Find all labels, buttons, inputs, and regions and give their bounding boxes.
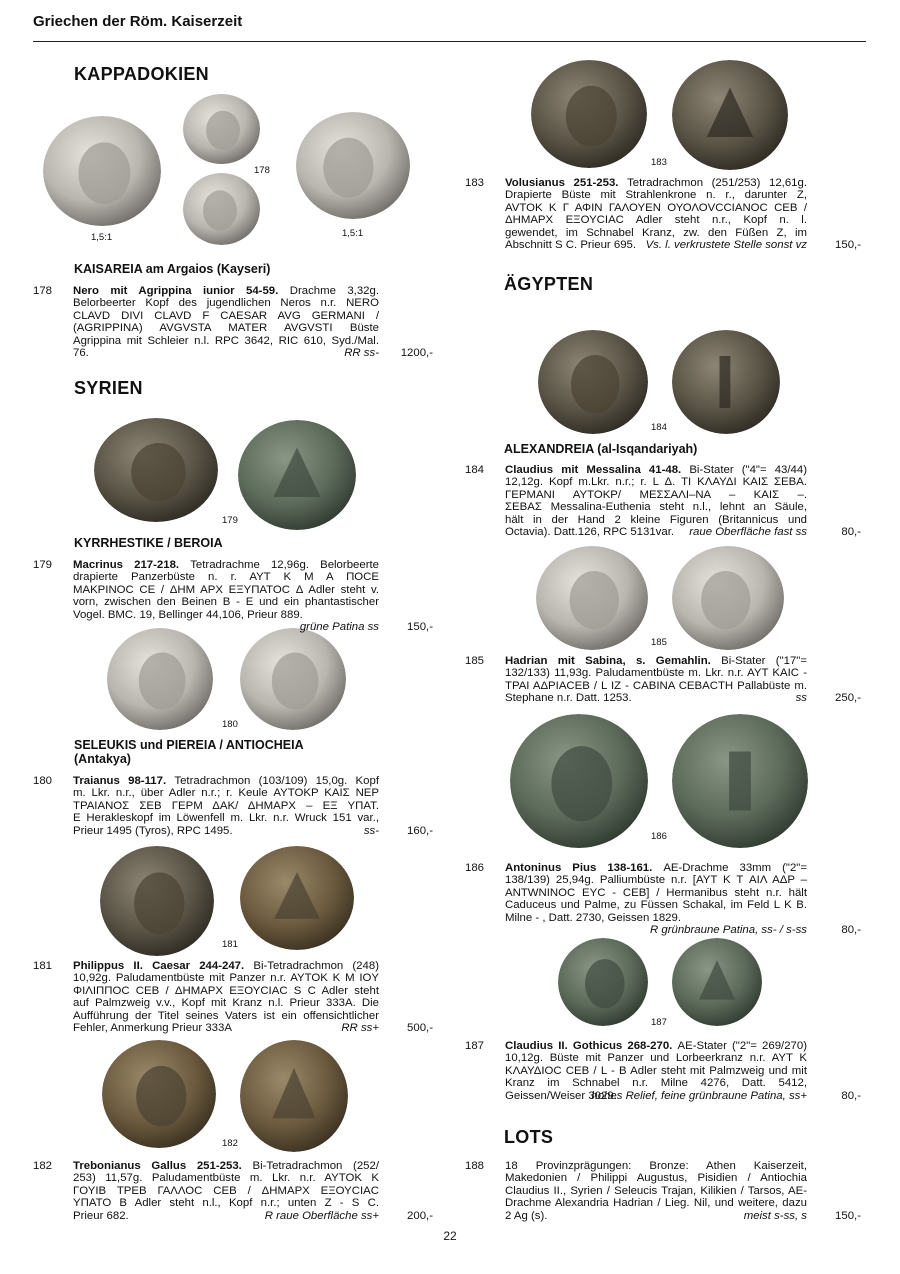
lot-text: auf Palmzweig v.v., Kopf mit Kranz n.l. Prieur 333A. Die — [73, 997, 379, 1010]
lot-description-line — [73, 559, 379, 571]
lot-number: 187 — [465, 1040, 485, 1052]
lot-description-line — [505, 177, 807, 189]
image-label-186: 186 — [651, 831, 667, 842]
lot-grade: R grünbraune Patina, ss- / s-ss — [649, 924, 807, 936]
lot-grade: Vs. l. verkrustete Stelle sonst vz — [645, 239, 807, 251]
lot-description-line — [505, 1065, 807, 1077]
coin-image-184-obverse — [538, 330, 648, 434]
lot-entry-184 — [465, 464, 861, 550]
lot-price: 200,- — [407, 1209, 433, 1222]
lot-title: Philippus II. Caesar 244-247. — [73, 960, 254, 972]
lot-text: Drapierte Büste mit Strahlenkrone n. r., darunter Z, — [505, 189, 807, 202]
section-title-syrien: SYRIEN — [74, 378, 143, 398]
image-label-179: 179 — [222, 515, 238, 526]
lot-text: ΤΡΑΙΑΝΟΣ ΣΕΒ ΓΕΡΜ ΔΑΚ/ ΔΗΜΑΡΧ – ΕΞ ΥΠΑΤ. — [73, 799, 379, 812]
lot-grade: R raue Oberfläche ss+ — [264, 1209, 379, 1222]
lot-text: 132/133) 11,93g. Paludamentbüste m. Lkr. n.r. AYT KAIC - — [505, 667, 807, 680]
lot-description-line — [505, 1185, 807, 1197]
lot-text: 10,12g. Büste mit Panzer und Lorbeerkranz n.r. AYT K — [505, 1052, 807, 1065]
coin-image-180-reverse — [240, 628, 346, 730]
lot-text: ΜΑΚΡΙΝΟC CE / ΔΗΜ ΑΡΧ ΕΞΥΠΑΤΟC Δ Adler steht v. — [73, 583, 379, 596]
lot-description-line — [505, 1052, 807, 1064]
lot-text: AE-Drachme 33mm ("2"= — [663, 862, 808, 874]
subhead-seleukis: SELEUKIS und PIEREIA / ANTIOCHEIA — [74, 738, 304, 752]
lot-text: (AGRIPPINA) AVGVSTA MATER AVGVSTI Büste — [73, 322, 379, 335]
lot-title: Hadrian mit Sabina, s. Gemahlin. — [505, 655, 722, 667]
lot-description-line — [73, 297, 379, 309]
lot-grade: raue Oberfläche fast ss — [689, 526, 807, 538]
lot-grade: RR ss+ — [341, 1022, 379, 1034]
lot-number: 183 — [465, 177, 485, 189]
lot-text: AE-Stater ("2"= 269/270) — [677, 1040, 807, 1052]
lot-description-line — [73, 584, 379, 596]
lot-description — [73, 559, 379, 621]
coin-image-187-reverse — [672, 938, 762, 1026]
lot-price: 160,- — [407, 824, 433, 837]
lot-text: Kranz im Schnabel n.r. Milne 4276, Datt. 5412, — [505, 1077, 807, 1090]
section-title-lots: LOTS — [504, 1127, 554, 1147]
subhead-alexandreia: ALEXANDREIA (al-Isqandariyah) — [504, 442, 698, 456]
lot-description-line — [505, 667, 807, 679]
coin-image-182-reverse — [240, 1040, 348, 1152]
lot-title: Antoninus Pius 138-161. — [505, 862, 664, 874]
lot-price: 80,- — [841, 924, 861, 936]
lot-price: 80,- — [841, 1089, 861, 1102]
lot-description-line — [73, 609, 379, 621]
image-label-187: 187 — [651, 1017, 667, 1028]
lot-description-line — [505, 189, 807, 201]
image-label-182: 182 — [222, 1138, 238, 1149]
lot-text: Agrippina mit Schleier n.l. RPC 3642, RIC 610, Syd./Mal. — [73, 334, 379, 347]
coin-image-181-reverse — [240, 846, 354, 950]
lot-text: 12,12g. Kopf m.Lkr. n.r.; r. L Δ. ΤΙ ΚΛΑΥΔΙ ΚΑΙΣ ΣΕΒΑ. — [505, 476, 807, 489]
lot-text: ΦΙΛΙΠΠΟC CEB / ΔΗΜΑΡΧ ΕΞΟΥCIAC S C Adler steht — [73, 984, 379, 997]
lot-description — [505, 862, 807, 924]
lot-number: 181 — [33, 960, 53, 972]
lot-text: ANTWNINOC EYC - CEB] / Hermanibus steht n.r. hält — [505, 886, 807, 899]
lot-price: 150,- — [835, 239, 861, 251]
lot-text: Caduceus und Palme, zu Füssen Schakal, im Feld L K B. — [505, 899, 807, 912]
lot-text: drapierte Panzerbüste n. r. AYT K M A ΠΟCΕ — [73, 571, 379, 584]
lot-number: 184 — [465, 464, 485, 476]
lot-text: hält in der Hand 2 kleine Figuren (Britannicus und — [505, 513, 807, 526]
lot-text: Vogel. BMC. 19, Bellinger 44,106, Prieur 889. — [73, 608, 303, 621]
lot-text: Makedonien / Philippi Augustus, Pisidien / Antiochia — [505, 1172, 807, 1185]
lot-description-line — [505, 489, 807, 501]
subhead-antakya: (Antakya) — [74, 752, 131, 766]
lot-text: Fehler, Anmerkung Prieur 333A — [73, 1022, 232, 1035]
lot-text: CLAVD DIVI CLAVD F CAESAR AVG GERMANI / — [73, 309, 379, 322]
coin-image-178-nero — [43, 116, 161, 226]
lot-price: 500,- — [407, 1022, 433, 1034]
image-label-178: 178 — [254, 165, 270, 176]
subhead-kaisareia: KAISAREIA am Argaios (Kayseri) — [74, 262, 271, 276]
image-label-181: 181 — [222, 939, 238, 950]
lot-text: ΥΠΑΤΟ B Adler steht n.l., Kopf n.r.; unten Z - S C. — [73, 1197, 379, 1210]
lot-description-line — [73, 1197, 379, 1209]
lot-text: ΓΟΥΙΒ ΤΡΕΒ ΓΑΛΛΟC CEB / ΔΗΜΑΡΧ ΕΞΟΥCIAC — [73, 1184, 379, 1197]
lot-entry-182 — [33, 1160, 433, 1222]
lot-price: 1200,- — [400, 347, 433, 359]
lot-description-line — [505, 476, 807, 488]
lot-number: 182 — [33, 1160, 53, 1172]
lot-number: 185 — [465, 655, 485, 667]
lot-description-line — [505, 899, 807, 911]
lot-text: Tetradrachmon (103/109) 15,0g. Kopf — [174, 775, 379, 787]
lot-text: 2 Ag (s). — [505, 1209, 548, 1222]
lot-description-line — [73, 800, 379, 812]
lot-text: Aufführung der Titel seines Vaters ist ein offensichtlicher — [73, 1009, 379, 1022]
lot-text: Octavia). Datt.126, RPC 5131var. — [505, 526, 675, 539]
lot-text: Belorbeerter Kopf des jugendlichen Neros n.r. NERO — [73, 297, 379, 310]
lot-text: Prieur 1495 (Tyros), RPC 1495. — [73, 824, 233, 837]
lot-description-line — [505, 862, 807, 874]
section-title-aegypten: ÄGYPTEN — [504, 274, 594, 294]
lot-description-line — [73, 1160, 379, 1172]
coin-image-187-obverse — [558, 938, 648, 1026]
lot-title: Trebonianus Gallus 251-253. — [73, 1160, 253, 1172]
lot-text: Abschnitt S C. Prieur 695. — [505, 239, 637, 252]
lot-text: gewendet, im Schnabel Kranz, zw. den Füßen Z, im — [505, 226, 807, 239]
lot-text: 10,92g. Paludamentbüste mit Panzer n.r. AYTOK K M IOY — [73, 972, 379, 985]
lot-entry-180 — [33, 775, 433, 837]
lot-title: Claudius mit Messalina 41-48. — [505, 464, 690, 476]
lot-description-line — [505, 514, 807, 526]
image-label-184: 184 — [651, 422, 667, 433]
lot-description-line — [505, 464, 807, 476]
coin-image-186-reverse — [672, 714, 808, 848]
coin-image-184-reverse — [672, 330, 780, 434]
lot-description-line — [505, 1040, 807, 1052]
lot-number: 186 — [465, 862, 485, 874]
lot-description-line — [73, 1185, 379, 1197]
coin-image-178-small-obverse — [183, 94, 260, 164]
coin-image-185-reverse — [672, 546, 784, 650]
lot-description-line — [73, 310, 379, 322]
lot-text: Bi-Tetradrachmon (252/ — [252, 1160, 379, 1172]
subhead-kyrrhestike: KYRRHESTIKE / BEROIA — [74, 536, 223, 550]
lot-title: Nero mit Agrippina iunior 54-59. — [73, 285, 290, 297]
lot-description-line — [73, 285, 379, 297]
lot-number: 179 — [33, 559, 53, 571]
coin-image-183-reverse — [672, 60, 788, 170]
lot-grade: grüne Patina ss — [299, 621, 379, 633]
lot-text: Claudius II., Syrien / Seleucis Trajan, Kilikien / Tarsos, AE- — [505, 1184, 807, 1197]
lot-grade: meist s-ss, s — [743, 1209, 807, 1222]
lot-text: AVTOK K Γ ΑΦΙΝ ΓΑΛΟΥΕΝ ΟΥΟΛΟVCCIANOC CEB / — [505, 201, 807, 214]
lot-entry-183 — [465, 177, 861, 263]
lot-entry-186 — [465, 862, 861, 936]
lot-title: Macrinus 217-218. — [73, 559, 191, 571]
lot-title: Volusianus 251-253. — [505, 177, 628, 189]
lot-number: 188 — [465, 1160, 485, 1172]
lot-price: 150,- — [835, 1209, 861, 1222]
lot-price: 80,- — [841, 526, 861, 538]
lot-description-line — [73, 596, 379, 608]
lot-text: Geissen/Weiser 3029. — [505, 1089, 617, 1102]
lot-text: Ε Herakleskopf im Löwenfell m. Lkr. n.r. Wruck 151 var., — [73, 812, 379, 825]
lot-text: 18 Provinzprägungen: Bronze: Athen Kaiserzeit, — [505, 1160, 807, 1172]
lot-description-line — [73, 960, 379, 972]
lot-text: 76. — [73, 347, 89, 360]
lot-description-line — [73, 571, 379, 583]
coin-image-178-agrippina — [296, 112, 410, 219]
coin-image-185-obverse — [536, 546, 648, 650]
lot-description-line — [505, 501, 807, 513]
lot-description-line — [505, 202, 807, 214]
lot-text: ΓΕΡΜΑΝΙ ΑΥΤΟΚΡ/ ΜΕΣΣΑΛΙ–ΝΑ – ΚΑΙΣ –. — [505, 488, 807, 501]
lot-description-line — [505, 1172, 807, 1184]
lot-text: m. Lkr. n.r., über Adler n.r.; r. Keule ΑΥΤΟΚΡ ΚΑΙΣ ΝΕΡ — [73, 787, 379, 800]
lot-text: ΚΛΑΥΔΙΟC CEB / L - B Adler steht mit Palmzweig und mit — [505, 1064, 807, 1077]
coin-image-182-obverse — [102, 1040, 216, 1148]
coin-image-179-reverse — [238, 420, 356, 530]
lot-description-line — [73, 335, 379, 347]
lot-description-line — [73, 997, 379, 1009]
lot-grade: hohes Relief, feine grünbraune Patina, ss+ — [591, 1089, 807, 1102]
lot-description-line — [505, 214, 807, 226]
lot-description-line — [505, 912, 807, 924]
lot-grade: RR ss- — [344, 347, 379, 359]
lot-description-line — [73, 972, 379, 984]
page-header: Griechen der Röm. Kaiserzeit — [33, 13, 243, 30]
lot-text: 138/139) 25,94g. Palliumbüste n.r. [AYT K T ΑΙΛ ΑΔΡ – — [505, 874, 807, 887]
lot-number: 180 — [33, 775, 53, 787]
coin-image-178-small-reverse — [183, 173, 260, 245]
lot-description-line — [73, 775, 379, 787]
lot-description-line — [73, 787, 379, 799]
lot-text: Bi-Stater ("17"= — [721, 655, 807, 667]
coin-image-180-obverse — [107, 628, 213, 730]
lot-grade: ss — [795, 692, 807, 705]
lot-text: ΤΡΑΙ ΑΔΡΙΑCEB / L IZ - CABINA CEBACTH Pallabüste m. — [505, 679, 807, 692]
lot-text: Drachme 3,32g. — [289, 285, 379, 297]
lot-text: Tetradrachme 12,96g. Belorbeerte — [190, 559, 379, 571]
lot-title: Claudius II. Gothicus 268-270. — [505, 1040, 678, 1052]
lot-text: ΔΗΜΑΡΧ ΕΞΟΥCIAC Adler steht n.r., Kopf n. l. — [505, 214, 807, 227]
lot-grade: ss- — [363, 824, 379, 837]
lot-description-line — [505, 1077, 807, 1089]
lot-entry-188 — [465, 1160, 861, 1222]
lot-description-line — [505, 680, 807, 692]
scale-label: 1,5:1 — [342, 228, 364, 239]
lot-text: 253) 11,57g. Paludamentbüste m. Lkr. n.r. AYTOK K — [73, 1172, 379, 1185]
image-label-185: 185 — [651, 637, 667, 648]
lot-text: Milne - , Datt. 2730, Geissen 1829. — [505, 911, 682, 924]
lot-text: Drachme Alexandria Hadrian / Lieg. Nil, und weitere, dazu — [505, 1197, 807, 1210]
lot-description-line — [73, 322, 379, 334]
lot-description-line — [505, 874, 807, 886]
lot-description-line — [505, 227, 807, 239]
scale-label: 1,5:1 — [91, 232, 113, 243]
lot-description-line — [505, 1160, 807, 1172]
coin-image-179-obverse — [94, 418, 218, 522]
lot-description-line — [505, 655, 807, 667]
image-label-180: 180 — [222, 719, 238, 730]
lot-description-line — [73, 812, 379, 824]
lot-entry-179 — [33, 559, 433, 633]
lot-entry-187 — [465, 1040, 861, 1114]
header-rule — [33, 41, 866, 42]
lot-text: Tetradrachmon (251/253) 12,61g. — [627, 177, 807, 189]
lot-text: Stephane n.r. Datt. 1253. — [505, 692, 632, 705]
lot-description-line — [505, 887, 807, 899]
coin-image-186-obverse — [510, 714, 648, 848]
lot-price: 150,- — [407, 621, 433, 633]
lot-entry-185 — [465, 655, 861, 705]
lot-text: Prieur 682. — [73, 1209, 129, 1222]
lot-text: ΣΕΒΑΣ Messalina-Euthenia steht n.l., lehnt an Säule, — [505, 501, 807, 514]
lot-price: 250,- — [835, 692, 861, 705]
lot-description-line — [73, 1172, 379, 1184]
lot-text: vorn, zwischen den Beinen B - E und ein phantastischer — [73, 596, 379, 609]
lot-description-line — [73, 1010, 379, 1022]
lot-description-line — [505, 1197, 807, 1209]
lot-text: Bi-Stater ("4"= 43/44) — [689, 464, 807, 476]
coin-image-183-obverse — [531, 60, 647, 168]
lot-title: Traianus 98-117. — [73, 775, 175, 787]
coin-image-181-obverse — [100, 846, 214, 956]
page-number: 22 — [443, 1229, 457, 1243]
section-title-kappadokien: KAPPADOKIEN — [74, 64, 209, 84]
lot-entry-178 — [33, 285, 433, 359]
lot-description-line — [73, 985, 379, 997]
lot-text: Bi-Tetradrachmon (248) — [253, 960, 379, 972]
lot-entry-181 — [33, 960, 433, 1034]
lot-number: 178 — [33, 285, 53, 297]
image-label-183: 183 — [651, 157, 667, 168]
